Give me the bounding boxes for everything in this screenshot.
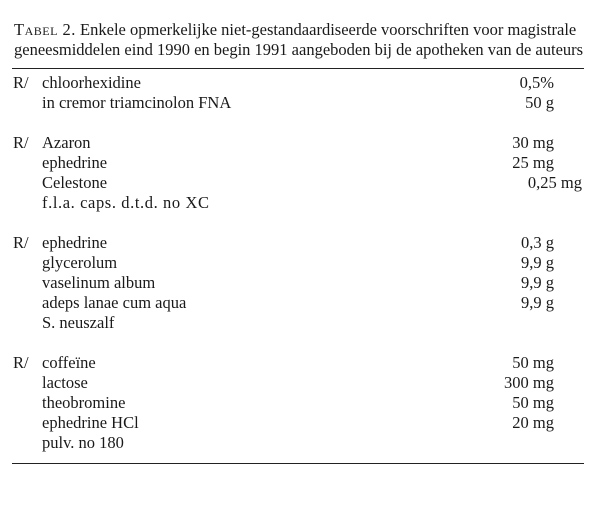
ingredient-amount: 0,3 g (521, 233, 554, 252)
ingredient-row (12, 153, 584, 173)
ingredient-amount: 9,9 g (521, 273, 554, 292)
ingredient-row (12, 93, 584, 113)
ingredient-row (12, 393, 584, 413)
ingredient-row (12, 273, 584, 293)
ingredient-name: glycerolum (42, 253, 118, 272)
ingredient-name: Azaron (42, 133, 91, 152)
ingredient-name: adeps lanae cum aqua (42, 293, 187, 312)
ingredient-name: vaselinum album (42, 273, 156, 292)
ingredient-amount: 0,5% (519, 73, 554, 92)
ingredient-name: chloorhexidine (42, 73, 141, 92)
prescription-4 (12, 353, 584, 453)
document-page (12, 20, 584, 464)
ingredient-row (12, 413, 584, 433)
ingredient-row (12, 293, 584, 313)
ingredient-name: Celestone (42, 173, 108, 192)
ingredient-row (12, 73, 584, 93)
ingredient-amount: 25 mg (512, 153, 554, 172)
ingredient-row (12, 353, 584, 373)
ingredient-amount: 9,9 g (521, 253, 554, 272)
table-label: Tabel 2. (14, 20, 76, 39)
instruction-row (12, 313, 584, 333)
top-rule (12, 68, 584, 69)
ingredient-name: theobromine (42, 393, 126, 412)
recipe-mark: R/ (13, 73, 29, 92)
ingredient-name: lactose (42, 373, 88, 392)
ingredient-amount: 0,25 mg (527, 173, 582, 192)
prescription-3 (12, 233, 584, 333)
instruction-text: f.l.a. caps. d.t.d. no XC (42, 193, 210, 212)
instruction-row (12, 193, 584, 213)
ingredient-name: ephedrine (42, 153, 108, 172)
ingredient-row (12, 373, 584, 393)
prescription-table (12, 73, 584, 453)
ingredient-amount: 300 mg (504, 373, 554, 392)
table-caption (14, 20, 584, 60)
instruction-text: S. neuszalf (42, 313, 115, 332)
ingredient-row (12, 233, 584, 253)
ingredient-amount: 50 g (525, 93, 554, 112)
ingredient-amount: 50 mg (512, 353, 554, 372)
ingredient-name: coffeïne (42, 353, 96, 372)
ingredient-amount: 50 mg (512, 393, 554, 412)
bottom-rule (12, 463, 584, 464)
instruction-text: pulv. no 180 (42, 433, 124, 452)
ingredient-amount: 30 mg (512, 133, 554, 152)
ingredient-name: in cremor triamcinolon FNA (42, 93, 232, 112)
recipe-mark: R/ (13, 133, 29, 152)
instruction-row (12, 433, 584, 453)
ingredient-row (12, 133, 584, 153)
ingredient-row (12, 173, 584, 193)
recipe-mark: R/ (13, 353, 29, 372)
ingredient-amount: 9,9 g (521, 293, 554, 312)
recipe-mark: R/ (13, 233, 29, 252)
ingredient-row (12, 253, 584, 273)
ingredient-name: ephedrine HCl (42, 413, 139, 432)
ingredient-name: ephedrine (42, 233, 108, 252)
ingredient-amount: 20 mg (512, 413, 554, 432)
prescription-1 (12, 73, 584, 113)
prescription-2 (12, 133, 584, 213)
table-caption-text: Enkele opmerkelijke niet-gestandaardiseerde voorschriften voor magistrale geneesmiddelen eind 1990 en begin 1991 aangeboden bij de apotheken van de auteurs (14, 20, 584, 59)
